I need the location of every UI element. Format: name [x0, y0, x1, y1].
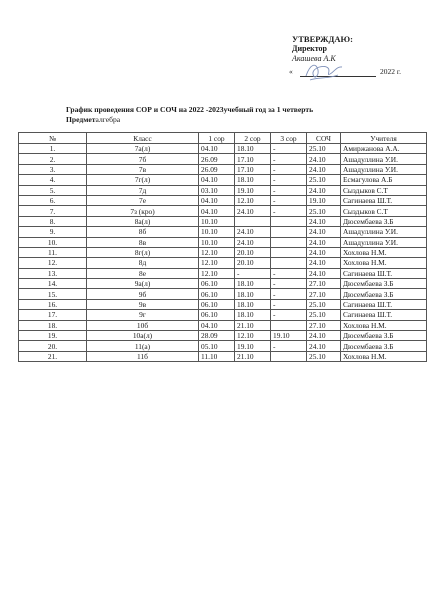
sor2-cell: 18.10 [235, 310, 271, 320]
class-cell: 8а(л) [87, 216, 199, 226]
sor2-cell: 20.10 [235, 258, 271, 268]
sor1-cell: 03.10 [199, 185, 235, 195]
soch-cell: 25.10 [307, 310, 341, 320]
sor2-cell: 12.10 [235, 331, 271, 341]
class-cell: 8е [87, 268, 199, 278]
table-row [19, 268, 427, 278]
subject-line [66, 115, 120, 124]
teacher-cell: Есмагулова А.Б [341, 175, 427, 185]
sor2-cell: 24.10 [235, 206, 271, 216]
table-row [19, 279, 427, 289]
sor1-cell: 06.10 [199, 310, 235, 320]
sor2-cell [235, 216, 271, 226]
table-row [19, 299, 427, 309]
table-row [19, 247, 427, 257]
sor2-cell: 20.10 [235, 247, 271, 257]
sor3-cell: - [271, 310, 307, 320]
row-number: 5. [19, 185, 87, 195]
table-row [19, 164, 427, 174]
table-row [19, 175, 427, 185]
sor3-cell: - [271, 289, 307, 299]
class-cell: 8д [87, 258, 199, 268]
class-cell: 11б [87, 351, 199, 361]
row-number: 11. [19, 247, 87, 257]
sor2-cell: - [235, 268, 271, 278]
sor3-cell: - [271, 164, 307, 174]
teacher-cell: Сагинаева Ш.Т. [341, 299, 427, 309]
soch-cell: 24.10 [307, 237, 341, 247]
subject-value: алгебра [95, 115, 121, 124]
row-number: 3. [19, 164, 87, 174]
sor2-cell: 19.10 [235, 341, 271, 351]
teacher-cell: Сыздыков С.Т [341, 185, 427, 195]
sor2-cell: 18.10 [235, 144, 271, 154]
sor2-cell: 18.10 [235, 299, 271, 309]
table-row [19, 144, 427, 154]
sor1-cell: 10.10 [199, 237, 235, 247]
teacher-cell: Ашадуллина У.И. [341, 154, 427, 164]
soch-cell: 24.10 [307, 216, 341, 226]
class-cell: 8б [87, 227, 199, 237]
row-number: 19. [19, 331, 87, 341]
teacher-cell: Дюсембаева З.Б [341, 289, 427, 299]
soch-cell: 24.10 [307, 331, 341, 341]
soch-cell: 25.10 [307, 351, 341, 361]
document-title: График проведения СОР и СОЧ на 2022 -2023учебный год за 1 четверть [66, 105, 314, 114]
class-cell: 9в [87, 299, 199, 309]
approval-role: Директор [292, 44, 327, 53]
subject-label: Предмет [66, 115, 96, 124]
sor3-cell: - [271, 144, 307, 154]
table-row [19, 237, 427, 247]
row-number: 18. [19, 320, 87, 330]
soch-cell: 25.10 [307, 206, 341, 216]
sor3-cell [271, 258, 307, 268]
teacher-cell: Ашадуллина У.И. [341, 227, 427, 237]
sor1-cell: 04.10 [199, 144, 235, 154]
table-row [19, 185, 427, 195]
sor3-cell: - [271, 195, 307, 205]
class-cell: 7г(л) [87, 175, 199, 185]
teacher-cell: Дюсембаева З.Б [341, 279, 427, 289]
sor2-cell: 19.10 [235, 185, 271, 195]
soch-cell: 27.10 [307, 320, 341, 330]
sor1-cell: 06.10 [199, 299, 235, 309]
class-cell: 7б [87, 154, 199, 164]
class-cell: 8г(л) [87, 247, 199, 257]
teacher-cell: Хохлова Н.М. [341, 320, 427, 330]
header-sor3: 3 сор [271, 133, 307, 144]
sor3-cell [271, 216, 307, 226]
sor3-cell: - [271, 279, 307, 289]
row-number: 1. [19, 144, 87, 154]
teacher-cell: Ашадуллина У.И. [341, 237, 427, 247]
approval-name: Акашева А.К [292, 54, 336, 63]
sor2-cell: 24.10 [235, 237, 271, 247]
class-cell: 7з (кро) [87, 206, 199, 216]
row-number: 9. [19, 227, 87, 237]
sor1-cell: 04.10 [199, 195, 235, 205]
row-number: 7. [19, 206, 87, 216]
row-number: 21. [19, 351, 87, 361]
teacher-cell: Хохлова Н.М. [341, 351, 427, 361]
header-sor1: 1 сор [199, 133, 235, 144]
sor3-cell [271, 237, 307, 247]
soch-cell: 24.10 [307, 164, 341, 174]
row-number: 15. [19, 289, 87, 299]
approval-date-year: 2022 г. [380, 67, 401, 76]
sor3-cell: - [271, 268, 307, 278]
teacher-cell: Дюсембаева З.Б [341, 331, 427, 341]
soch-cell: 24.10 [307, 341, 341, 351]
class-cell: 9б [87, 289, 199, 299]
soch-cell: 24.10 [307, 154, 341, 164]
sor1-cell: 12.10 [199, 258, 235, 268]
sor1-cell: 26.09 [199, 154, 235, 164]
teacher-cell: Хохлова Н.М. [341, 247, 427, 257]
table-row [19, 331, 427, 341]
row-number: 14. [19, 279, 87, 289]
row-number: 8. [19, 216, 87, 226]
sor1-cell: 10.10 [199, 227, 235, 237]
teacher-cell: Дюсембаева З.Б [341, 341, 427, 351]
header-teacher: Учителя [341, 133, 427, 144]
header-soch: СОЧ [307, 133, 341, 144]
sor1-cell: 10.10 [199, 216, 235, 226]
sor1-cell: 04.10 [199, 175, 235, 185]
sor3-cell [271, 351, 307, 361]
soch-cell: 24.10 [307, 227, 341, 237]
signature-icon [304, 58, 346, 84]
teacher-cell: Сагинаева Ш.Т. [341, 195, 427, 205]
soch-cell: 24.10 [307, 258, 341, 268]
class-cell: 10а(л) [87, 331, 199, 341]
sor2-cell: 17.10 [235, 154, 271, 164]
sor3-cell [271, 247, 307, 257]
class-cell: 7е [87, 195, 199, 205]
teacher-cell: Дюсембаева З.Б [341, 216, 427, 226]
sor2-cell: 21.10 [235, 351, 271, 361]
sor3-cell: - [271, 185, 307, 195]
soch-cell: 25.10 [307, 144, 341, 154]
class-cell: 10б [87, 320, 199, 330]
header-class: Класс [87, 133, 199, 144]
sor2-cell: 12.10 [235, 195, 271, 205]
sor1-cell: 06.10 [199, 279, 235, 289]
sor2-cell: 21.10 [235, 320, 271, 330]
header-num: № [19, 133, 87, 144]
soch-cell: 25.10 [307, 175, 341, 185]
sor1-cell: 12.10 [199, 268, 235, 278]
class-cell: 9г [87, 310, 199, 320]
table-row [19, 289, 427, 299]
table-header-row [19, 133, 427, 144]
sor1-cell: 06.10 [199, 289, 235, 299]
soch-cell: 24.10 [307, 247, 341, 257]
soch-cell: 27.10 [307, 279, 341, 289]
sor2-cell: 18.10 [235, 175, 271, 185]
table-row [19, 154, 427, 164]
table-row [19, 351, 427, 361]
sor3-cell [271, 320, 307, 330]
sor3-cell [271, 227, 307, 237]
approval-title: УТВЕРЖДАЮ: [292, 34, 353, 44]
row-number: 6. [19, 195, 87, 205]
row-number: 16. [19, 299, 87, 309]
sor3-cell: - [271, 175, 307, 185]
table-row [19, 216, 427, 226]
table-row [19, 341, 427, 351]
sor2-cell: 18.10 [235, 279, 271, 289]
class-cell: 11(а) [87, 341, 199, 351]
table-body [19, 144, 427, 362]
soch-cell: 25.10 [307, 299, 341, 309]
teacher-cell: Амиржанова А.А. [341, 144, 427, 154]
sor1-cell: 11.10 [199, 351, 235, 361]
sor1-cell: 28.09 [199, 331, 235, 341]
sor1-cell: 05.10 [199, 341, 235, 351]
soch-cell: 24.10 [307, 185, 341, 195]
sor2-cell: 17.10 [235, 164, 271, 174]
row-number: 12. [19, 258, 87, 268]
sor1-cell: 04.10 [199, 206, 235, 216]
row-number: 20. [19, 341, 87, 351]
class-cell: 7д [87, 185, 199, 195]
table-row [19, 195, 427, 205]
approval-date-quote: « [289, 67, 293, 76]
soch-cell: 24.10 [307, 268, 341, 278]
row-number: 2. [19, 154, 87, 164]
table-row [19, 310, 427, 320]
sor3-cell: - [271, 299, 307, 309]
header-sor2: 2 сор [235, 133, 271, 144]
sor1-cell: 26.09 [199, 164, 235, 174]
sor1-cell: 12.10 [199, 247, 235, 257]
table-row [19, 258, 427, 268]
schedule-table [18, 132, 427, 362]
sor3-cell: - [271, 206, 307, 216]
sor3-cell: - [271, 341, 307, 351]
class-cell: 8в [87, 237, 199, 247]
teacher-cell: Сагинаева Ш.Т. [341, 310, 427, 320]
teacher-cell: Ашадуллина У.И. [341, 164, 427, 174]
row-number: 17. [19, 310, 87, 320]
table-row [19, 320, 427, 330]
sor2-cell: 18.10 [235, 289, 271, 299]
sor3-cell: - [271, 154, 307, 164]
sor3-cell: 19.10 [271, 331, 307, 341]
row-number: 13. [19, 268, 87, 278]
class-cell: 9а(л) [87, 279, 199, 289]
class-cell: 7в [87, 164, 199, 174]
row-number: 10. [19, 237, 87, 247]
table-row [19, 227, 427, 237]
teacher-cell: Хохлова Н.М. [341, 258, 427, 268]
class-cell: 7а(л) [87, 144, 199, 154]
teacher-cell: Сыздыков С.Т [341, 206, 427, 216]
soch-cell: 19.10 [307, 195, 341, 205]
table-row [19, 206, 427, 216]
soch-cell: 27.10 [307, 289, 341, 299]
sor2-cell: 24.10 [235, 227, 271, 237]
teacher-cell: Сагинаева Ш.Т. [341, 268, 427, 278]
row-number: 4. [19, 175, 87, 185]
sor1-cell: 04.10 [199, 320, 235, 330]
